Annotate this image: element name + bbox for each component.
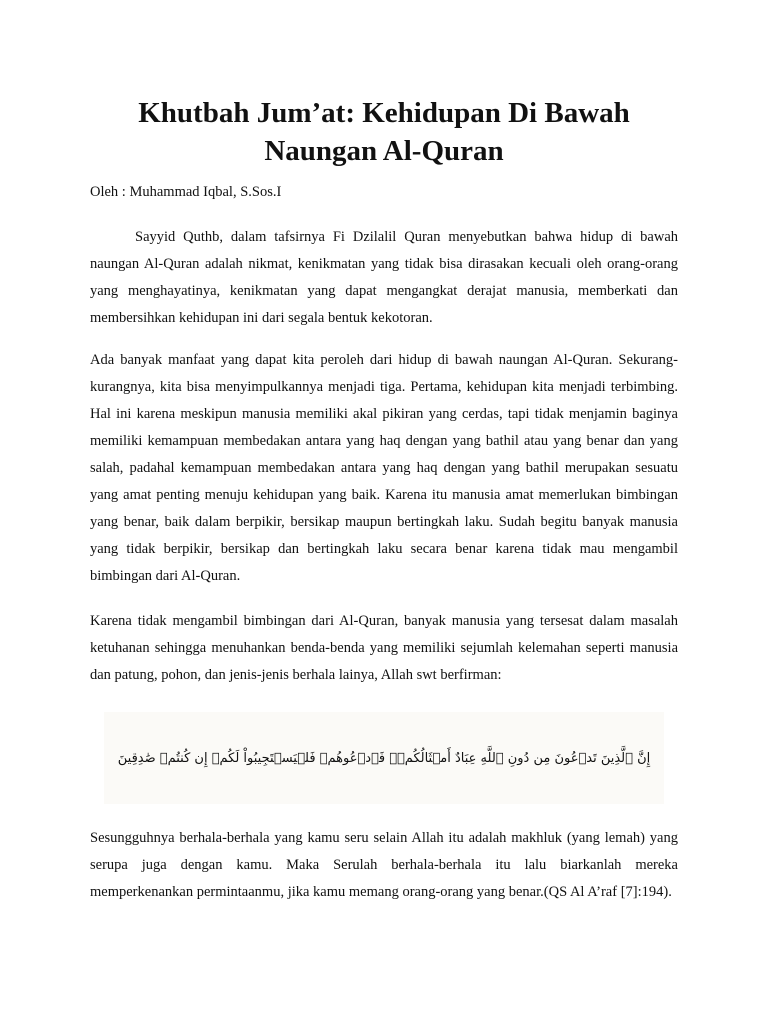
- verse-translation-paragraph: Sesungguhnya berhala-berhala yang kamu seru selain Allah itu adalah makhluk (yang lemah) yang serupa juga dengan kamu. Maka Serulah berhala-berhala itu lalu biarkanlah mereka memperkenankan permintaanmu, jika kamu memang orang-orang yang benar.(QS Al A’raf [7]:194).: [90, 830, 678, 900]
- quran-verse-image: [104, 712, 664, 804]
- paragraph-3: Karena tidak mengambil bimbingan dari Al-Quran, banyak manusia yang tersesat dalam masalah ketuhanan sehingga menuhankan benda-benda yang memiliki sejumlah kelemahan seperti manusia dan patung, pohon, dan jenis-jenis berhala lainya, Allah swt berfirman:: [90, 613, 678, 683]
- author-line: Oleh : Muhammad Iqbal, S.Sos.I: [90, 184, 282, 200]
- arabic-verse-text: إِنَّ ٱلَّذِينَ تَدۡعُونَ مِن دُونِ ٱللَّهِ عِبَادٌ أَمۡثَالُكُمۡۖ فَٱدۡعُوهُمۡ فَلۡيَسۡتَجِيبُواْ لَكُمۡ إِن كُنتُمۡ صَٰدِقِينَ: [117, 750, 651, 766]
- document-title: Khutbah Jum’at: Kehidupan Di Bawah Naungan Al-Quran: [138, 97, 630, 167]
- paragraph-1: Sayyid Quthb, dalam tafsirnya Fi Dzilalil Quran menyebutkan bahwa hidup di bawah naungan Al-Quran adalah nikmat, kenikmatan yang tidak bisa dirasakan kecuali oleh orang-orang yang menghayatinya, kenikmatan yang dapat mengangkat derajat manusia, memberkati dan membersihkan kehidupan ini dari segala bentuk kekotoran.: [90, 229, 678, 326]
- paragraph-2: Ada banyak manfaat yang dapat kita peroleh dari hidup di bawah naungan Al-Quran. Sekurang-kurangnya, kita bisa menyimpulkannya menjadi tiga. Pertama, kehidupan kita menjadi terbimbing. Hal ini karena meskipun manusia memiliki akal pikiran yang cerdas, tapi tidak menjamin baginya memiliki kemampuan membedakan antara yang haq dengan yang bathil atau yang benar dan yang salah, padahal kemampuan membedakan antara yang haq dengan yang bathil merupakan sesuatu yang amat penting menuju kehidupan yang baik. Karena itu manusia amat memerlukan bimbingan yang benar, baik dalam berpikir, bersikap maupun bertingkah laku. Sudah begitu banyak manusia yang tidak berpikir, bersikap dan bertingkah laku secara benar karena tidak mau mengambil bimbingan dari Al-Quran.: [90, 352, 678, 584]
